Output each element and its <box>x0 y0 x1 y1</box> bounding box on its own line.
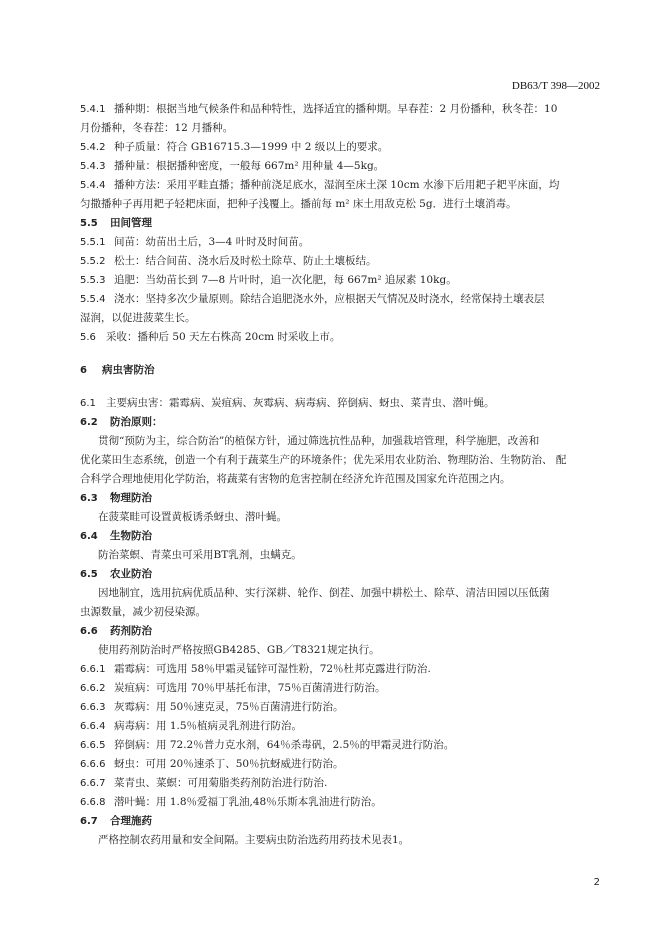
clause-number: 5.6 <box>80 332 96 343</box>
continuation-text: 合科学合理地使用化学防治，将蔬菜有害物的危害控制在经济允许范围及国家允许范围之内。 <box>80 473 511 485</box>
clause-number: 6.2 <box>80 417 98 428</box>
clause <box>80 660 590 679</box>
clause-number: 6.1 <box>80 398 96 409</box>
continuation-text: 月份播种，冬春茬：12 月播种。 <box>80 122 234 134</box>
heading-text: 药剂防治 <box>110 625 152 637</box>
clause-number: 6.6.1 <box>80 664 106 675</box>
clause-text: 猝倒病：用 72.2％普力克水剂，64％杀毒矾，2.5％的甲霜灵进行防治。 <box>114 739 455 751</box>
paragraph-text: 严格控制农药用量和安全间隔。主要病虫防治选药用药技术见表1。 <box>98 834 410 846</box>
clause-number: 6.6.5 <box>80 740 106 751</box>
clause <box>80 176 590 195</box>
clause-text: 播种方法：采用平畦直播；播种前浇足底水，湿润至床土深 10cm 水渗下后用耙子耙平床面，均 <box>114 179 560 191</box>
clause-number: 6.6.8 <box>80 797 106 808</box>
clause-number: 5.5 <box>80 218 98 229</box>
section-heading <box>80 214 590 233</box>
paragraph-text: 在菠菜畦可设置黄板诱杀蚜虫、潜叶蝇。 <box>98 511 287 523</box>
clause <box>80 271 590 290</box>
document-id-header: DB63/T 398—2002 <box>511 80 600 92</box>
clause <box>80 328 590 347</box>
continuation-text: 匀撒播种子再用耙子轻耙床面，把种子浅覆上。播前每 m² 床土用敌克松 5g．进行土壤消毒。 <box>80 198 517 210</box>
clause-text: 菜青虫、菜螟：可用菊脂类药剂防治进行防治. <box>114 777 328 789</box>
clause-text: 蚜虫：可用 20％速杀丁、50％抗蚜威进行防治。 <box>114 758 344 770</box>
continuation-text: 虫源数量，减少初侵染源。 <box>80 606 206 618</box>
heading-text: 物理防治 <box>110 492 152 504</box>
section-heading <box>80 527 590 546</box>
clause-number: 6.6.4 <box>80 721 106 732</box>
clause <box>80 100 590 119</box>
clause <box>80 717 590 736</box>
clause <box>80 755 590 774</box>
page-number: 2 <box>593 877 600 888</box>
paragraph-text: 使用药剂防治时严格按照GB4285、GB／T8321规定执行。 <box>98 644 380 656</box>
clause-text: 炭疽病：可选用 70％甲基托布津，75％百菌清进行防治。 <box>114 682 386 694</box>
heading-text: 生物防治 <box>110 530 152 542</box>
clause-text: 松土：结合间苗、浇水后及时松土除草、防止土壤板结。 <box>114 255 377 267</box>
clause-text: 间苗：幼苗出土后，3—4 叶时及时间苗。 <box>114 236 310 248</box>
clause-text: 播种量：根据播种密度，一般每 667m² 用种量 4—5kg。 <box>114 160 385 172</box>
clause <box>80 233 590 252</box>
clause-number: 6.6.2 <box>80 683 106 694</box>
clause-text: 播种期：根据当地气候条件和品种特性，选择适宜的播种期。早春茬：2 月份播种，秋冬茬：10 <box>114 103 558 115</box>
clause-number: 6 <box>80 365 87 376</box>
heading-text: 合理施药 <box>110 815 152 827</box>
clause-number: 6.7 <box>80 816 98 827</box>
clause-number: 6.6.6 <box>80 759 106 770</box>
section-gap <box>80 347 590 361</box>
clause-number: 5.4.2 <box>80 142 106 153</box>
clause <box>80 138 590 157</box>
clause-text: 灰霉病：用 50％速克灵，75％百菌清进行防治。 <box>114 701 344 713</box>
clause-text: 病毒病：用 1.5％植病灵乳剂进行防治。 <box>114 720 303 732</box>
clause <box>80 252 590 271</box>
continuation-text: 湿润，以促进菠菜生长。 <box>80 312 196 324</box>
section-heading <box>80 622 590 641</box>
section-heading <box>80 489 590 508</box>
clause-text: 霜霉病：可选用 58％甲霜灵锰锌可湿性粉，72％杜邦克露进行防治. <box>114 663 431 675</box>
clause-number: 5.5.4 <box>80 294 106 305</box>
clause <box>80 736 590 755</box>
clause-text: 追肥：当幼苗长到 7—8 片叶时，追一次化肥，每 667m² 追尿素 10kg。 <box>114 274 457 286</box>
heading-text: 农业防治 <box>110 568 152 580</box>
clause-number: 6.3 <box>80 493 98 504</box>
clause-number: 6.4 <box>80 531 98 542</box>
clause-text: 采收：播种后 50 天左右株高 20cm 时采收上市。 <box>106 331 341 343</box>
document-body <box>80 100 590 850</box>
clause-number: 6.6.3 <box>80 702 106 713</box>
section-heading <box>80 361 590 380</box>
clause-number: 6.6 <box>80 626 98 637</box>
clause-number: 5.5.1 <box>80 237 106 248</box>
clause <box>80 698 590 717</box>
clause-number: 6.5 <box>80 569 98 580</box>
section-gap <box>80 380 590 394</box>
clause <box>80 290 590 309</box>
clause <box>80 679 590 698</box>
heading-text: 防治原则： <box>110 416 163 428</box>
clause-text: 主要病虫害：霜霉病、炭疽病、灰霉病、病毒病、猝倒病、蚜虫、菜青虫、潜叶蝇。 <box>106 397 495 409</box>
paragraph-text: 防治菜螟、青菜虫可采用BT乳剂，虫螨克。 <box>98 549 302 561</box>
clause-number: 5.5.2 <box>80 256 106 267</box>
clause-number: 5.4.4 <box>80 180 106 191</box>
clause-number: 5.4.1 <box>80 104 106 115</box>
paragraph-text: 因地制宜，选用抗病优质品种、实行深耕、轮作、倒茬、加强中耕松土、除草、清洁田园以压低菌 <box>98 587 550 599</box>
section-heading <box>80 812 590 831</box>
clause <box>80 774 590 793</box>
clause <box>80 793 590 812</box>
clause <box>80 157 590 176</box>
heading-text: 病虫害防治 <box>102 364 155 376</box>
paragraph-text: 贯彻“预防为主，综合防治”的植保方针，通过筛选抗性品种，加强栽培管理，科学施肥，改善和 <box>98 435 540 447</box>
clause-number: 6.6.7 <box>80 778 106 789</box>
clause-number: 5.5.3 <box>80 275 106 286</box>
section-heading <box>80 413 590 432</box>
clause <box>80 394 590 413</box>
heading-text: 田间管理 <box>110 217 152 229</box>
clause-number: 5.4.3 <box>80 161 106 172</box>
clause-text: 潜叶蝇：用 1.8％爱福丁乳油,48％乐斯本乳油进行防治。 <box>114 796 382 808</box>
clause-text: 种子质量：符合 GB16715.3—1999 中 2 级以上的要求。 <box>114 141 389 153</box>
continuation-text: 优化菜田生态系统，创造一个有利于蔬菜生产的环境条件；优先采用农业防治、物理防治、生物防治、 配 <box>80 454 567 466</box>
section-heading <box>80 565 590 584</box>
clause-text: 浇水：坚持多次少量原则。除结合追肥浇水外，应根据天气情况及时浇水，经常保持土壤表层 <box>114 293 545 305</box>
